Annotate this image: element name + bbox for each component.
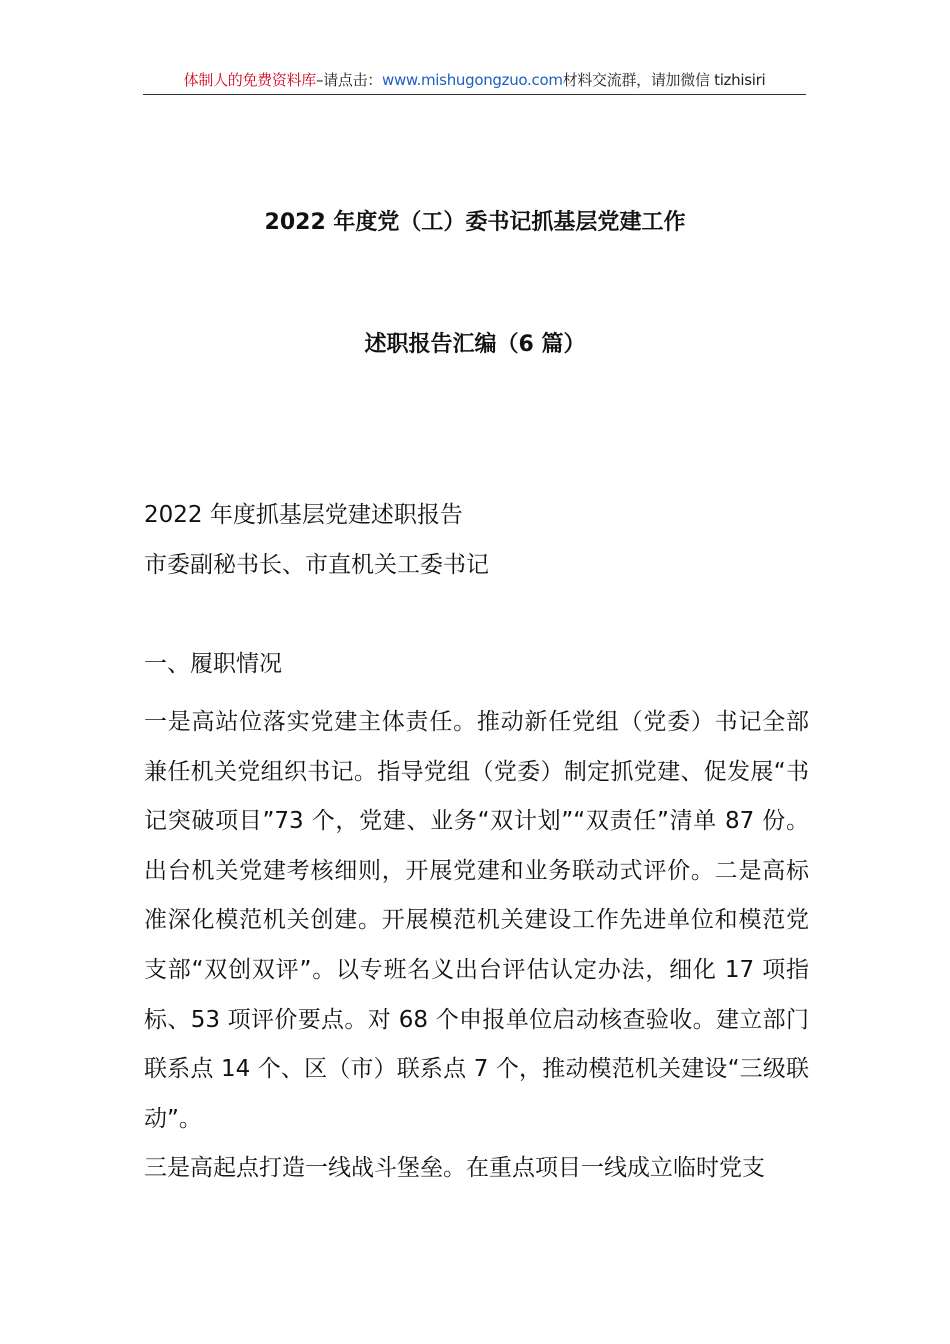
header-brand: 体制人的免费资料库	[183, 71, 316, 89]
header-website-link[interactable]: www.mishugongzuo.com	[382, 71, 563, 89]
report-heading: 2022 年度抓基层党建述职报告	[144, 502, 463, 528]
body-paragraph: 三是高起点打造一线战斗堡垒。在重点项目一线成立临时党支	[144, 1155, 765, 1182]
body-paragraph: 一是高站位落实党建主体责任。推动新任党组（党委）书记全部兼任机关党组织书记。指导党组（党委）制定抓党建、促发展“书记突破项目”73 个，党建、业务“双计划”“双责任”清单 87 份。出台机关党建考核细则，开展党建和业务联动式评价。二是高标准深化模范机关创建。开展模范机关建设工作先进单位和模范党支部“双创双评”。以专班名义出台评估认定办法，细化 17 项指标、53 项评价要点。对 68 个申报单位启动核查验收。建立部门联系点 14 个、区（市）联系点 7 个，推动模范机关建设“三级联动”。	[144, 709, 809, 1132]
page-header	[143, 66, 806, 95]
header-wechat-note: 材料交流群，请加微信 tizhisiri	[562, 71, 766, 89]
document-title-line-1: 2022 年度党（工）委书记抓基层党建工作	[264, 210, 686, 235]
report-author: 市委副秘书长、市直机关工委书记	[144, 552, 489, 578]
document-title-line-2: 述职报告汇编（6 篇）	[364, 332, 586, 357]
section-heading: 一、履职情况	[144, 651, 282, 677]
report-body	[144, 698, 809, 1194]
header-click-prompt: –请点击：	[315, 71, 382, 89]
